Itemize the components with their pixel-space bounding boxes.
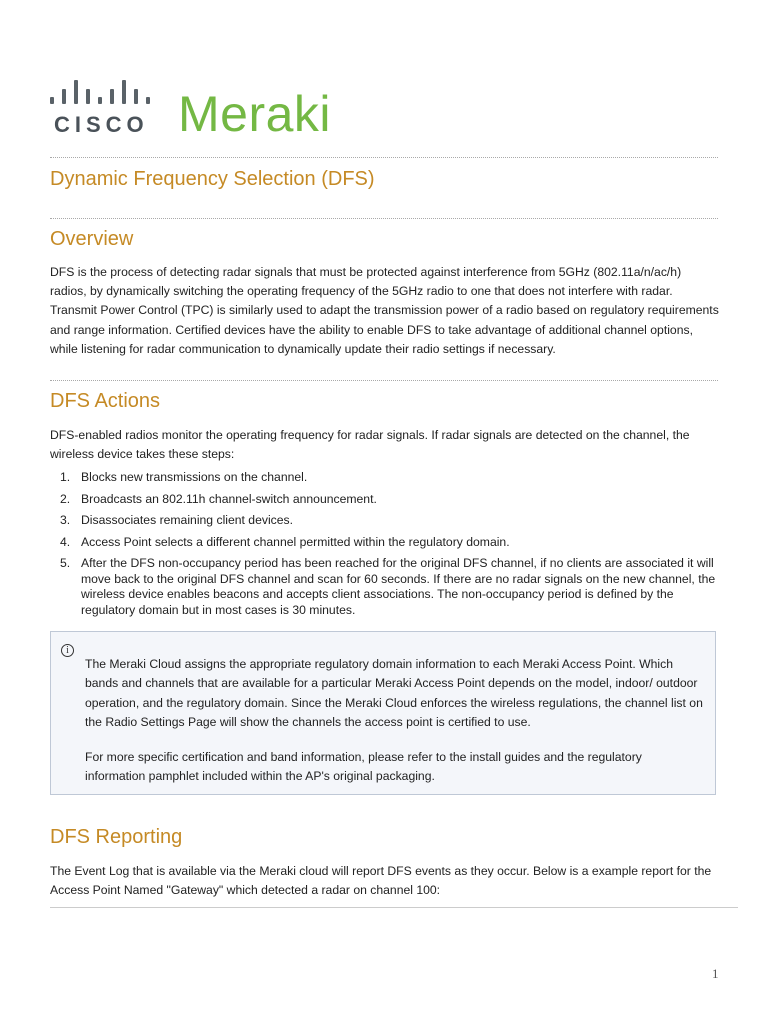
overview-heading: Overview: [50, 228, 134, 250]
divider: [50, 907, 738, 908]
list-item-text: Broadcasts an 802.11h channel-switch announcement.: [81, 491, 377, 506]
list-item: [50, 492, 720, 508]
divider: [50, 218, 718, 219]
dfs-actions-intro: DFS-enabled radios monitor the operating frequency for radar signals. If radar signals are detected on the channel, the wireless device takes these steps:: [50, 428, 690, 462]
list-number: 2.: [60, 491, 71, 506]
dfs-actions-heading: DFS Actions: [50, 390, 161, 412]
page-number: 1: [712, 966, 719, 981]
note-paragraph-1: The Meraki Cloud assigns the appropriate regulatory domain information to each Meraki Access Point. Which bands and channels that are available for a particular Meraki Access Point depends on the model, indoor/ outdoor operation, and the regulatory domain. Since the Meraki Cloud enforces the wireless regulations, the channel list on the Radio Settings Page will show the channels the access point is certified to use.: [85, 657, 703, 730]
divider: [50, 157, 718, 158]
list-item-text: After the DFS non-occupancy period has been reached for the original DFS channel, if no clients are associated it will move back to the original DFS channel and scan for 60 seconds. If there are no radar signals on the new channel, the wireless device enables beacons and accepts client associations. The non-occupancy period is defined by the regulatory domain but in most cases is 30 minutes.: [81, 556, 716, 617]
info-icon: i: [61, 644, 74, 657]
cisco-bars-icon: [50, 78, 154, 104]
info-note-box: [50, 631, 716, 795]
list-item-text: Disassociates remaining client devices.: [81, 513, 294, 527]
list-item: [50, 556, 720, 618]
note-paragraph-2: For more specific certification and band information, please refer to the install guides and the regulatory information pamphlet included within the AP's original packaging.: [85, 750, 642, 784]
list-number: 5.: [60, 556, 71, 570]
list-item: [50, 470, 720, 486]
list-item-text: Blocks new transmissions on the channel.: [81, 470, 308, 484]
cisco-wordmark: CISCO: [54, 112, 149, 137]
list-number: 3.: [60, 513, 71, 527]
list-number: 4.: [60, 534, 71, 549]
dfs-steps-list: [50, 470, 720, 624]
list-item: [50, 513, 720, 529]
list-number: 1.: [60, 470, 71, 484]
dfs-reporting-heading: DFS Reporting: [50, 826, 183, 848]
divider: [50, 380, 718, 381]
document-title: Dynamic Frequency Selection (DFS): [50, 168, 375, 190]
overview-paragraph: DFS is the process of detecting radar signals that must be protected against interference from 5GHz (802.11a/n/ac/h) radios, by dynamically switching the operating frequency of the 5GHz radio to one that does not interfere with radar. Transmit Power Control (TPC) is similarly used to adapt the transmission power of a radio based on regulatory requirements and range information. Certified devices have the ability to enable DFS to take advantage of additional channel options, while listening for radar communication to dynamically update their radio settings if necessary.: [50, 265, 719, 356]
list-item: [50, 535, 720, 551]
dfs-reporting-paragraph: The Event Log that is available via the Meraki cloud will report DFS events as they occur. Below is a example report for the Access Point Named "Gateway" which detected a radar on channel 100:: [50, 864, 712, 898]
list-item-text: Access Point selects a different channel permitted within the regulatory domain.: [81, 534, 510, 549]
meraki-wordmark: Meraki: [178, 86, 332, 142]
